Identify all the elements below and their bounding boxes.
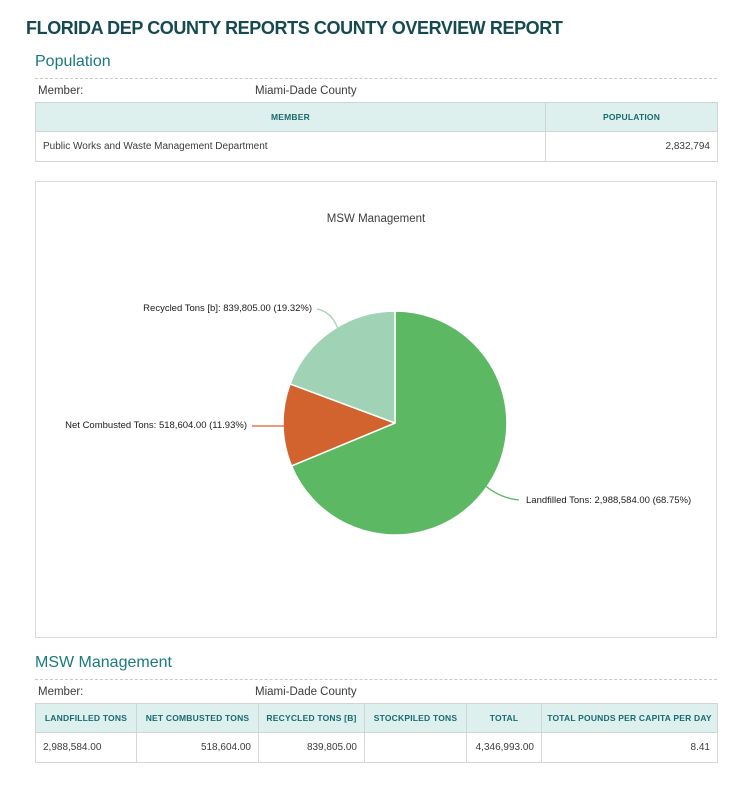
msw-member-row (35, 680, 717, 703)
pie-chart (36, 182, 718, 637)
table-row (36, 132, 718, 162)
cell-stockpiled (365, 733, 467, 763)
table-row (36, 733, 718, 763)
col-header-net-combusted: NET COMBUSTED TONS (137, 704, 259, 733)
member-value: Miami-Dade County (255, 686, 357, 698)
cell-population: 2,832,794 (546, 132, 718, 162)
msw-pie-chart-panel (35, 181, 717, 638)
msw-table (35, 703, 718, 763)
pie-label-recycled: Recycled Tons [b]: 839,805.00 (19.32%) (143, 303, 312, 314)
chart-title: MSW Management (326, 213, 426, 225)
pie-label-combusted: Net Combusted Tons: 518,604.00 (11.93%) (65, 420, 247, 431)
page-title: FLORIDA DEP COUNTY REPORTS COUNTY OVERVIEW REPORT (26, 18, 563, 38)
cell-member: Public Works and Waste Management Department (36, 132, 546, 162)
cell-recycled: 839,805.00 (259, 733, 365, 763)
col-header-population: POPULATION (546, 103, 718, 132)
population-table-header-row (36, 103, 718, 132)
col-header-pounds-per-capita: TOTAL POUNDS PER CAPITA PER DAY (542, 704, 718, 733)
col-header-stockpiled: STOCKPILED TONS (365, 704, 467, 733)
population-table (35, 102, 718, 162)
cell-total: 4,346,993.00 (467, 733, 542, 763)
cell-pounds-per-capita: 8.41 (542, 733, 718, 763)
col-header-landfilled: LANDFILLED TONS (36, 704, 137, 733)
member-value: Miami-Dade County (255, 85, 357, 97)
member-label: Member: (38, 85, 84, 97)
msw-table-header-row (36, 704, 718, 733)
cell-net-combusted: 518,604.00 (137, 733, 259, 763)
col-header-member: MEMBER (36, 103, 546, 132)
population-heading: Population (35, 53, 717, 79)
population-section (35, 53, 717, 638)
member-label: Member: (38, 686, 84, 698)
msw-section (35, 654, 717, 763)
col-header-total: TOTAL (467, 704, 542, 733)
msw-heading: MSW Management (35, 654, 717, 680)
population-member-row (35, 79, 717, 102)
pie-label-landfilled: Landfilled Tons: 2,988,584.00 (68.75%) (526, 495, 692, 506)
col-header-recycled: RECYCLED TONS [B] (259, 704, 365, 733)
cell-landfilled: 2,988,584.00 (36, 733, 137, 763)
